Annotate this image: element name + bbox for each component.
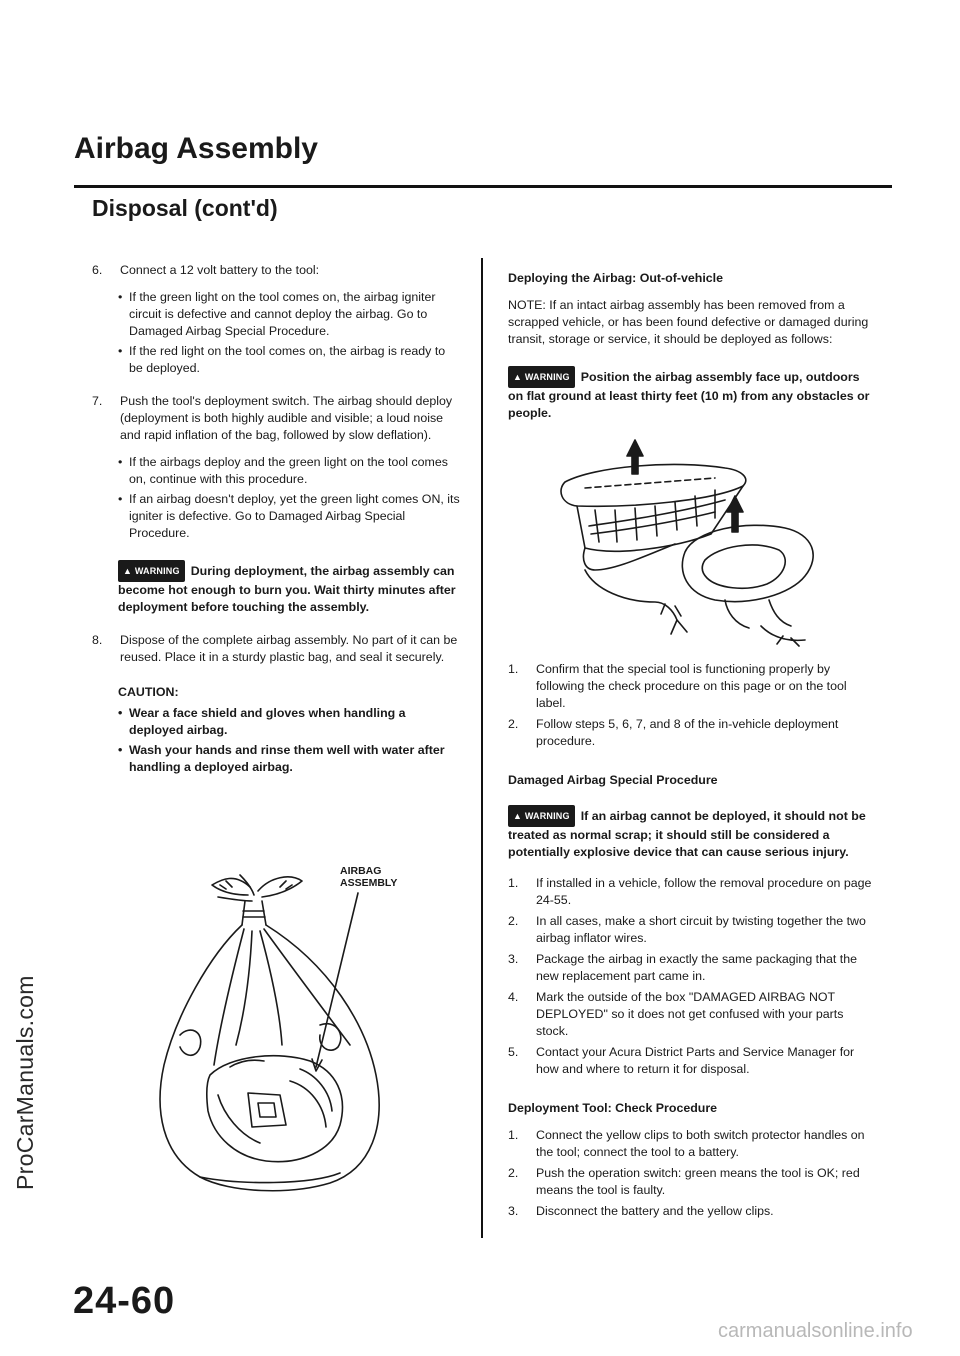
caution-bullets bbox=[92, 705, 460, 776]
step-text: Dispose of the complete airbag assembly. No part of it can be reused. Place it in a sturdy plastic bag, and seal it securely. bbox=[120, 633, 458, 664]
caution-item: • Wash your hands and rinse them well with water after handling a deployed airbag. bbox=[118, 742, 460, 776]
page-number: 24-60 bbox=[73, 1280, 176, 1322]
step-text: Confirm that the special tool is functioning properly by following the check procedure on this page or on the tool label. bbox=[536, 662, 847, 710]
warning-text: During deployment, the airbag assembly can become hot enough to burn you. Wait thirty minutes after deployment before touching the assembly. bbox=[118, 564, 456, 614]
list-item bbox=[508, 951, 875, 985]
list-item bbox=[508, 716, 875, 750]
step-text: Mark the outside of the box "DAMAGED AIRBAG NOT DEPLOYED" so it does not get confused with your parts stock. bbox=[536, 990, 844, 1038]
list-item bbox=[508, 1127, 875, 1161]
step-number: 2. bbox=[508, 717, 519, 731]
step-text: Disconnect the battery and the yellow clips. bbox=[536, 1204, 774, 1218]
step-text: Connect a 12 volt battery to the tool: bbox=[120, 263, 320, 277]
step-number: 4. bbox=[508, 990, 519, 1004]
title-rule bbox=[74, 185, 892, 188]
list-item bbox=[508, 875, 875, 909]
airbag-face-up-illustration bbox=[555, 430, 825, 650]
step-7 bbox=[92, 393, 460, 444]
warning-burn bbox=[118, 560, 460, 616]
out-of-vehicle-steps bbox=[508, 661, 875, 750]
step-7-bullets bbox=[92, 454, 460, 542]
tool-check-steps bbox=[508, 1127, 875, 1220]
damaged-steps bbox=[508, 875, 875, 1078]
step-text: In all cases, make a short circuit by twisting together the two airbag inflator wires. bbox=[536, 914, 866, 945]
right-column bbox=[508, 270, 875, 1234]
bullet-item: • If the airbags deploy and the green light on the tool comes on, continue with this procedure. bbox=[118, 454, 460, 488]
step-number: 3. bbox=[508, 1204, 519, 1218]
warning-position bbox=[508, 366, 875, 422]
step-number: 2. bbox=[508, 1166, 519, 1180]
step-8 bbox=[92, 632, 460, 666]
bullet-item: • If the red light on the tool comes on, the airbag is ready to be deployed. bbox=[118, 343, 460, 377]
heading-damaged: Damaged Airbag Special Procedure bbox=[508, 773, 718, 787]
warning-badge: ▲ WARNING bbox=[118, 560, 185, 582]
list-item bbox=[508, 989, 875, 1040]
list-item bbox=[508, 1044, 875, 1078]
list-item bbox=[508, 1203, 875, 1220]
step-text: Package the airbag in exactly the same packaging that the new replacement part came in. bbox=[536, 952, 857, 983]
left-column bbox=[92, 262, 460, 788]
step-6 bbox=[92, 262, 460, 279]
step-number: 1. bbox=[508, 662, 519, 676]
column-divider bbox=[481, 258, 483, 1238]
step-text: If installed in a vehicle, follow the removal procedure on page 24-55. bbox=[536, 876, 872, 907]
warning-text: Position the airbag assembly face up, outdoors on flat ground at least thirty feet (10 m) from any obstacles or people. bbox=[508, 370, 870, 420]
page-title: Airbag Assembly bbox=[74, 132, 318, 165]
note-paragraph: NOTE: If an intact airbag assembly has been removed from a scrapped vehicle, or has been found defective or damaged during transit, storage or service, it should be deployed as follows: bbox=[508, 298, 869, 346]
list-item bbox=[508, 913, 875, 947]
warning-damaged bbox=[508, 805, 875, 861]
warning-badge: ▲ WARNING bbox=[508, 805, 575, 827]
footer-watermark: carmanualsonline.info bbox=[718, 1320, 913, 1342]
bullet-item: • If the green light on the tool comes on, the airbag igniter circuit is defective and cannot deploy the airbag. Go to Damaged Airbag Special Procedure. bbox=[118, 289, 460, 340]
step-text: Push the operation switch: green means the tool is OK; red means the tool is faulty. bbox=[536, 1166, 860, 1197]
warning-badge: ▲ WARNING bbox=[508, 366, 575, 388]
side-watermark: ProCarManuals.com bbox=[12, 975, 38, 1190]
step-number: 8. bbox=[92, 633, 103, 647]
step-number: 7. bbox=[92, 394, 103, 408]
step-6-bullets bbox=[92, 289, 460, 377]
section-subtitle: Disposal (cont'd) bbox=[92, 195, 278, 221]
caution-item: • Wear a face shield and gloves when handling a deployed airbag. bbox=[118, 705, 460, 739]
step-number: 1. bbox=[508, 1128, 519, 1142]
step-number: 2. bbox=[508, 914, 519, 928]
step-number: 1. bbox=[508, 876, 519, 890]
heading-tool-check: Deployment Tool: Check Procedure bbox=[508, 1101, 718, 1115]
list-item bbox=[508, 1165, 875, 1199]
heading-out-of-vehicle: Deploying the Airbag: Out-of-vehicle bbox=[508, 271, 724, 285]
step-number: 6. bbox=[92, 263, 103, 277]
step-number: 3. bbox=[508, 952, 519, 966]
bullet-item: • If an airbag doesn't deploy, yet the green light comes ON, its igniter is defective. Go to Damaged Airbag Special Procedure. bbox=[118, 491, 460, 542]
step-number: 5. bbox=[508, 1045, 519, 1059]
bagged-airbag-illustration bbox=[140, 855, 400, 1205]
list-item bbox=[508, 661, 875, 712]
step-text: Follow steps 5, 6, 7, and 8 of the in-vehicle deployment procedure. bbox=[536, 717, 839, 748]
step-text: Push the tool's deployment switch. The airbag should deploy (deployment is both highly audible and visible; a loud noise and rapid inflation of the bag, followed by slow deflation). bbox=[120, 394, 453, 442]
caution-title: CAUTION: bbox=[118, 685, 179, 699]
step-text: Connect the yellow clips to both switch protector handles on the tool; connect the tool to a battery. bbox=[536, 1128, 865, 1159]
step-text: Contact your Acura District Parts and Service Manager for how and where to return it for disposal. bbox=[536, 1045, 855, 1076]
warning-text: If an airbag cannot be deployed, it should not be treated as normal scrap; it should still be considered a potentially explosive device that can cause serious injury. bbox=[508, 809, 866, 859]
figure-callout: AIRBAG ASSEMBLY bbox=[340, 865, 398, 889]
